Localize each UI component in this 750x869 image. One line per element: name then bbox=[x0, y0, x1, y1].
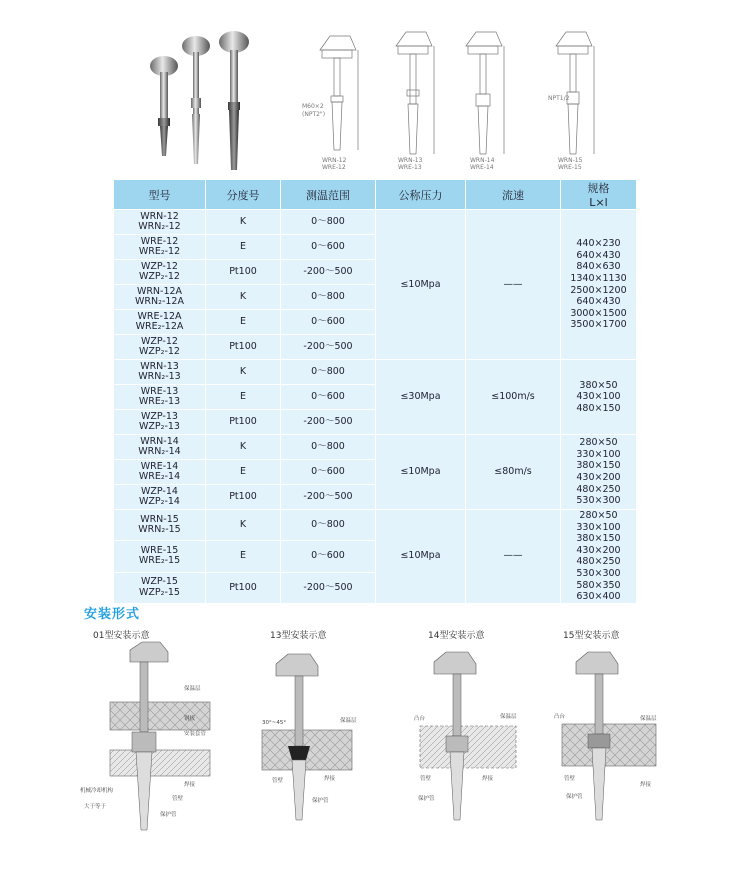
spec-value: 380×150 bbox=[576, 460, 621, 472]
install-label: 管壁 bbox=[420, 776, 432, 782]
spec-value: 440×230 bbox=[576, 238, 621, 250]
index-cell: E bbox=[206, 460, 281, 485]
model-name: WRE₂-12A bbox=[135, 321, 184, 332]
index-cell: E bbox=[206, 235, 281, 260]
install-label: 30°~45° bbox=[262, 720, 287, 726]
drawing-12 bbox=[320, 36, 358, 150]
index-cell: K bbox=[206, 360, 281, 385]
model-name: WZP-13 bbox=[141, 410, 178, 422]
spec-value: 280×50 bbox=[579, 437, 618, 449]
spec-value: 280×50 bbox=[579, 510, 618, 521]
model-name: WRN-14 bbox=[140, 435, 179, 447]
model-name: WRN-12A bbox=[136, 285, 183, 297]
index-cell: K bbox=[206, 510, 281, 541]
model-name: WRN₂-13 bbox=[138, 371, 181, 382]
header-range: 测温范围 bbox=[281, 180, 376, 210]
install-label: 保温层 bbox=[184, 686, 201, 692]
range-cell: -200～500 bbox=[281, 572, 376, 603]
spec-cell bbox=[561, 435, 637, 510]
spec-table-body bbox=[114, 210, 637, 604]
spec-value: 530×300 bbox=[576, 567, 621, 579]
install-label: 焊接 bbox=[324, 776, 336, 782]
range-cell: 0～800 bbox=[281, 510, 376, 541]
table-row bbox=[114, 510, 637, 541]
install-label: 安装套管 bbox=[184, 731, 207, 737]
spec-cell bbox=[561, 360, 637, 435]
model-cell bbox=[114, 385, 206, 410]
model-cell bbox=[114, 485, 206, 510]
install-label: 凸台 bbox=[414, 716, 426, 722]
flow-cell: —— bbox=[466, 210, 561, 360]
index-cell: Pt100 bbox=[206, 335, 281, 360]
sensor-photo-1 bbox=[150, 56, 178, 156]
table-row bbox=[114, 360, 637, 385]
model-cell bbox=[114, 285, 206, 310]
model-cell bbox=[114, 410, 206, 435]
model-cell bbox=[114, 460, 206, 485]
range-cell: 0～800 bbox=[281, 285, 376, 310]
drawing-label: WRN-14 bbox=[470, 157, 495, 164]
header-spec-unit: L×l bbox=[589, 196, 608, 209]
spec-value: 330×100 bbox=[576, 448, 621, 460]
model-name: WRN₂-14 bbox=[138, 446, 181, 457]
model-name: WRE₂-14 bbox=[138, 471, 181, 482]
pressure-cell: ≤30Mpa bbox=[376, 360, 466, 435]
model-name: WRE-13 bbox=[140, 385, 179, 397]
spec-value: 3000×1500 bbox=[570, 307, 627, 319]
index-cell: K bbox=[206, 210, 281, 235]
install-caption-01: 01型安装示意 bbox=[93, 631, 150, 641]
install-caption-15: 15型安装示意 bbox=[563, 631, 620, 641]
spec-value: 480×250 bbox=[576, 556, 621, 568]
index-cell: E bbox=[206, 541, 281, 572]
install-label: 焊接 bbox=[482, 776, 494, 782]
install-diagram-15 bbox=[554, 652, 657, 820]
index-cell: K bbox=[206, 435, 281, 460]
range-cell: 0～800 bbox=[281, 210, 376, 235]
model-cell bbox=[114, 572, 206, 603]
range-cell: -200～500 bbox=[281, 485, 376, 510]
model-name: WRE₂-15 bbox=[138, 555, 181, 567]
range-cell: 0～600 bbox=[281, 235, 376, 260]
flow-cell: ≤100m/s bbox=[466, 360, 561, 435]
install-label: 焊接 bbox=[640, 782, 652, 788]
install-label: 焊接 bbox=[184, 782, 196, 788]
model-name: WRE-12A bbox=[137, 310, 182, 322]
drawing-label: WRE-14 bbox=[470, 164, 494, 171]
spec-value: 380×150 bbox=[576, 533, 621, 545]
model-name: WRE-15 bbox=[140, 544, 179, 556]
drawing-label: WRE-13 bbox=[398, 164, 422, 171]
model-cell bbox=[114, 510, 206, 541]
drawing-label: WRE-12 bbox=[322, 164, 346, 171]
install-caption-13: 13型安装示意 bbox=[270, 631, 327, 641]
model-cell bbox=[114, 541, 206, 572]
install-label: 保护管 bbox=[312, 798, 329, 804]
install-label: 保护管 bbox=[566, 794, 583, 800]
range-cell: -200～500 bbox=[281, 335, 376, 360]
index-cell: K bbox=[206, 285, 281, 310]
install-label: 管壁 bbox=[172, 796, 184, 802]
model-name: WRE-12 bbox=[140, 235, 179, 247]
index-cell: Pt100 bbox=[206, 410, 281, 435]
drawing-label: WRN-12 bbox=[322, 157, 347, 164]
spec-value: 3500×1700 bbox=[570, 319, 627, 331]
range-cell: 0～800 bbox=[281, 360, 376, 385]
table-row bbox=[114, 435, 637, 460]
install-diagram-13 bbox=[262, 654, 357, 820]
range-cell: -200～500 bbox=[281, 260, 376, 285]
table-row bbox=[114, 210, 637, 235]
drawing-label: WRN-15 bbox=[558, 157, 583, 164]
spec-value: 430×100 bbox=[576, 391, 621, 403]
spec-value: 640×430 bbox=[576, 296, 621, 308]
drawing-label: WRN-13 bbox=[398, 157, 423, 164]
header-spec-title: 规格 bbox=[587, 182, 610, 195]
technical-drawings bbox=[300, 28, 620, 178]
range-cell: 0～600 bbox=[281, 460, 376, 485]
flow-cell: —— bbox=[466, 510, 561, 604]
model-name: WRN₂-15 bbox=[138, 524, 181, 536]
spec-value: 2500×1200 bbox=[570, 284, 627, 296]
model-cell bbox=[114, 210, 206, 235]
model-name: WZP₂-14 bbox=[139, 496, 180, 507]
model-name: WRE₂-13 bbox=[138, 396, 181, 407]
spec-cell bbox=[561, 510, 637, 604]
header-model: 型号 bbox=[114, 180, 206, 210]
spec-value: 430×200 bbox=[576, 544, 621, 556]
spec-value: 530×300 bbox=[576, 495, 621, 507]
spec-value: 480×250 bbox=[576, 483, 621, 495]
model-name: WZP-12 bbox=[141, 260, 178, 272]
model-name: WZP-12 bbox=[141, 335, 178, 347]
install-caption-14: 14型安装示意 bbox=[428, 631, 485, 641]
index-cell: Pt100 bbox=[206, 485, 281, 510]
index-cell: E bbox=[206, 385, 281, 410]
drawing-13 bbox=[396, 32, 434, 154]
drawing-15 bbox=[556, 32, 594, 154]
install-label: 大于等于 bbox=[84, 804, 107, 810]
spec-value: 580×350 bbox=[576, 579, 621, 591]
model-name: WRE-14 bbox=[140, 460, 179, 472]
table-header-row bbox=[114, 180, 637, 210]
pressure-cell: ≤10Mpa bbox=[376, 210, 466, 360]
install-label: 凸台 bbox=[554, 714, 566, 720]
thread-label-npt12: NPT1/2 bbox=[548, 95, 570, 102]
model-name: WZP-15 bbox=[141, 576, 178, 588]
model-name: WRN-15 bbox=[140, 513, 179, 525]
model-cell bbox=[114, 435, 206, 460]
model-name: WZP₂-12 bbox=[139, 346, 180, 357]
header-flow: 流速 bbox=[466, 180, 561, 210]
model-cell bbox=[114, 360, 206, 385]
spec-value: 640×430 bbox=[576, 249, 621, 261]
model-cell bbox=[114, 260, 206, 285]
sensor-photo-2 bbox=[182, 36, 210, 164]
spec-cell bbox=[561, 210, 637, 360]
header-index: 分度号 bbox=[206, 180, 281, 210]
install-section-title: 安装形式 bbox=[84, 607, 141, 622]
model-name: WRN-13 bbox=[140, 360, 179, 372]
range-cell: -200～500 bbox=[281, 410, 376, 435]
range-cell: 0～800 bbox=[281, 435, 376, 460]
model-cell bbox=[114, 335, 206, 360]
index-cell: Pt100 bbox=[206, 260, 281, 285]
spec-value: 430×200 bbox=[576, 472, 621, 483]
install-label: 机械冷却机构 bbox=[80, 788, 114, 794]
model-name: WZP₂-13 bbox=[139, 421, 180, 432]
spec-table bbox=[113, 179, 637, 604]
model-name: WZP-14 bbox=[141, 485, 178, 497]
pressure-cell: ≤10Mpa bbox=[376, 435, 466, 510]
install-label: 保护管 bbox=[160, 812, 177, 818]
index-cell: Pt100 bbox=[206, 572, 281, 603]
model-cell bbox=[114, 235, 206, 260]
drawing-label: WRE-15 bbox=[558, 164, 582, 171]
product-photos bbox=[140, 28, 255, 178]
drawing-14 bbox=[466, 32, 504, 154]
spec-value: 480×150 bbox=[576, 402, 621, 414]
model-name: WZP₂-12 bbox=[139, 271, 180, 282]
range-cell: 0～600 bbox=[281, 310, 376, 335]
model-name: WZP₂-15 bbox=[139, 586, 180, 598]
spec-value: 330×100 bbox=[576, 521, 621, 533]
model-name: WRN-12 bbox=[140, 210, 179, 222]
model-name: WRN₂-12 bbox=[138, 221, 181, 232]
range-cell: 0～600 bbox=[281, 541, 376, 572]
model-cell bbox=[114, 310, 206, 335]
spec-value: 380×50 bbox=[579, 379, 618, 391]
thread-label-m60: M60×2 bbox=[302, 103, 324, 110]
install-label: 钢板 bbox=[184, 716, 196, 722]
install-diagram-01 bbox=[80, 642, 210, 830]
range-cell: 0～600 bbox=[281, 385, 376, 410]
install-label: 管壁 bbox=[272, 778, 284, 784]
install-diagram-14 bbox=[414, 652, 517, 820]
install-diagrams bbox=[80, 640, 680, 865]
header-pressure: 公称压力 bbox=[376, 180, 466, 210]
install-label: 保温层 bbox=[340, 718, 357, 724]
sensor-photo-3 bbox=[219, 31, 249, 170]
install-label: 保护管 bbox=[418, 796, 435, 802]
index-cell: E bbox=[206, 310, 281, 335]
flow-cell: ≤80m/s bbox=[466, 435, 561, 510]
model-name: WRN₂-12A bbox=[135, 296, 184, 307]
install-label: 管壁 bbox=[564, 776, 576, 782]
pressure-cell: ≤10Mpa bbox=[376, 510, 466, 604]
install-label: 保温层 bbox=[640, 716, 657, 722]
thread-label-npt2: (NPT2") bbox=[302, 111, 326, 118]
spec-value: 1340×1130 bbox=[570, 272, 627, 284]
spec-value: 630×400 bbox=[576, 591, 621, 603]
model-name: WRE₂-12 bbox=[138, 246, 181, 257]
spec-value: 840×630 bbox=[576, 261, 621, 273]
install-label: 保温层 bbox=[500, 714, 517, 720]
header-spec bbox=[561, 180, 637, 210]
